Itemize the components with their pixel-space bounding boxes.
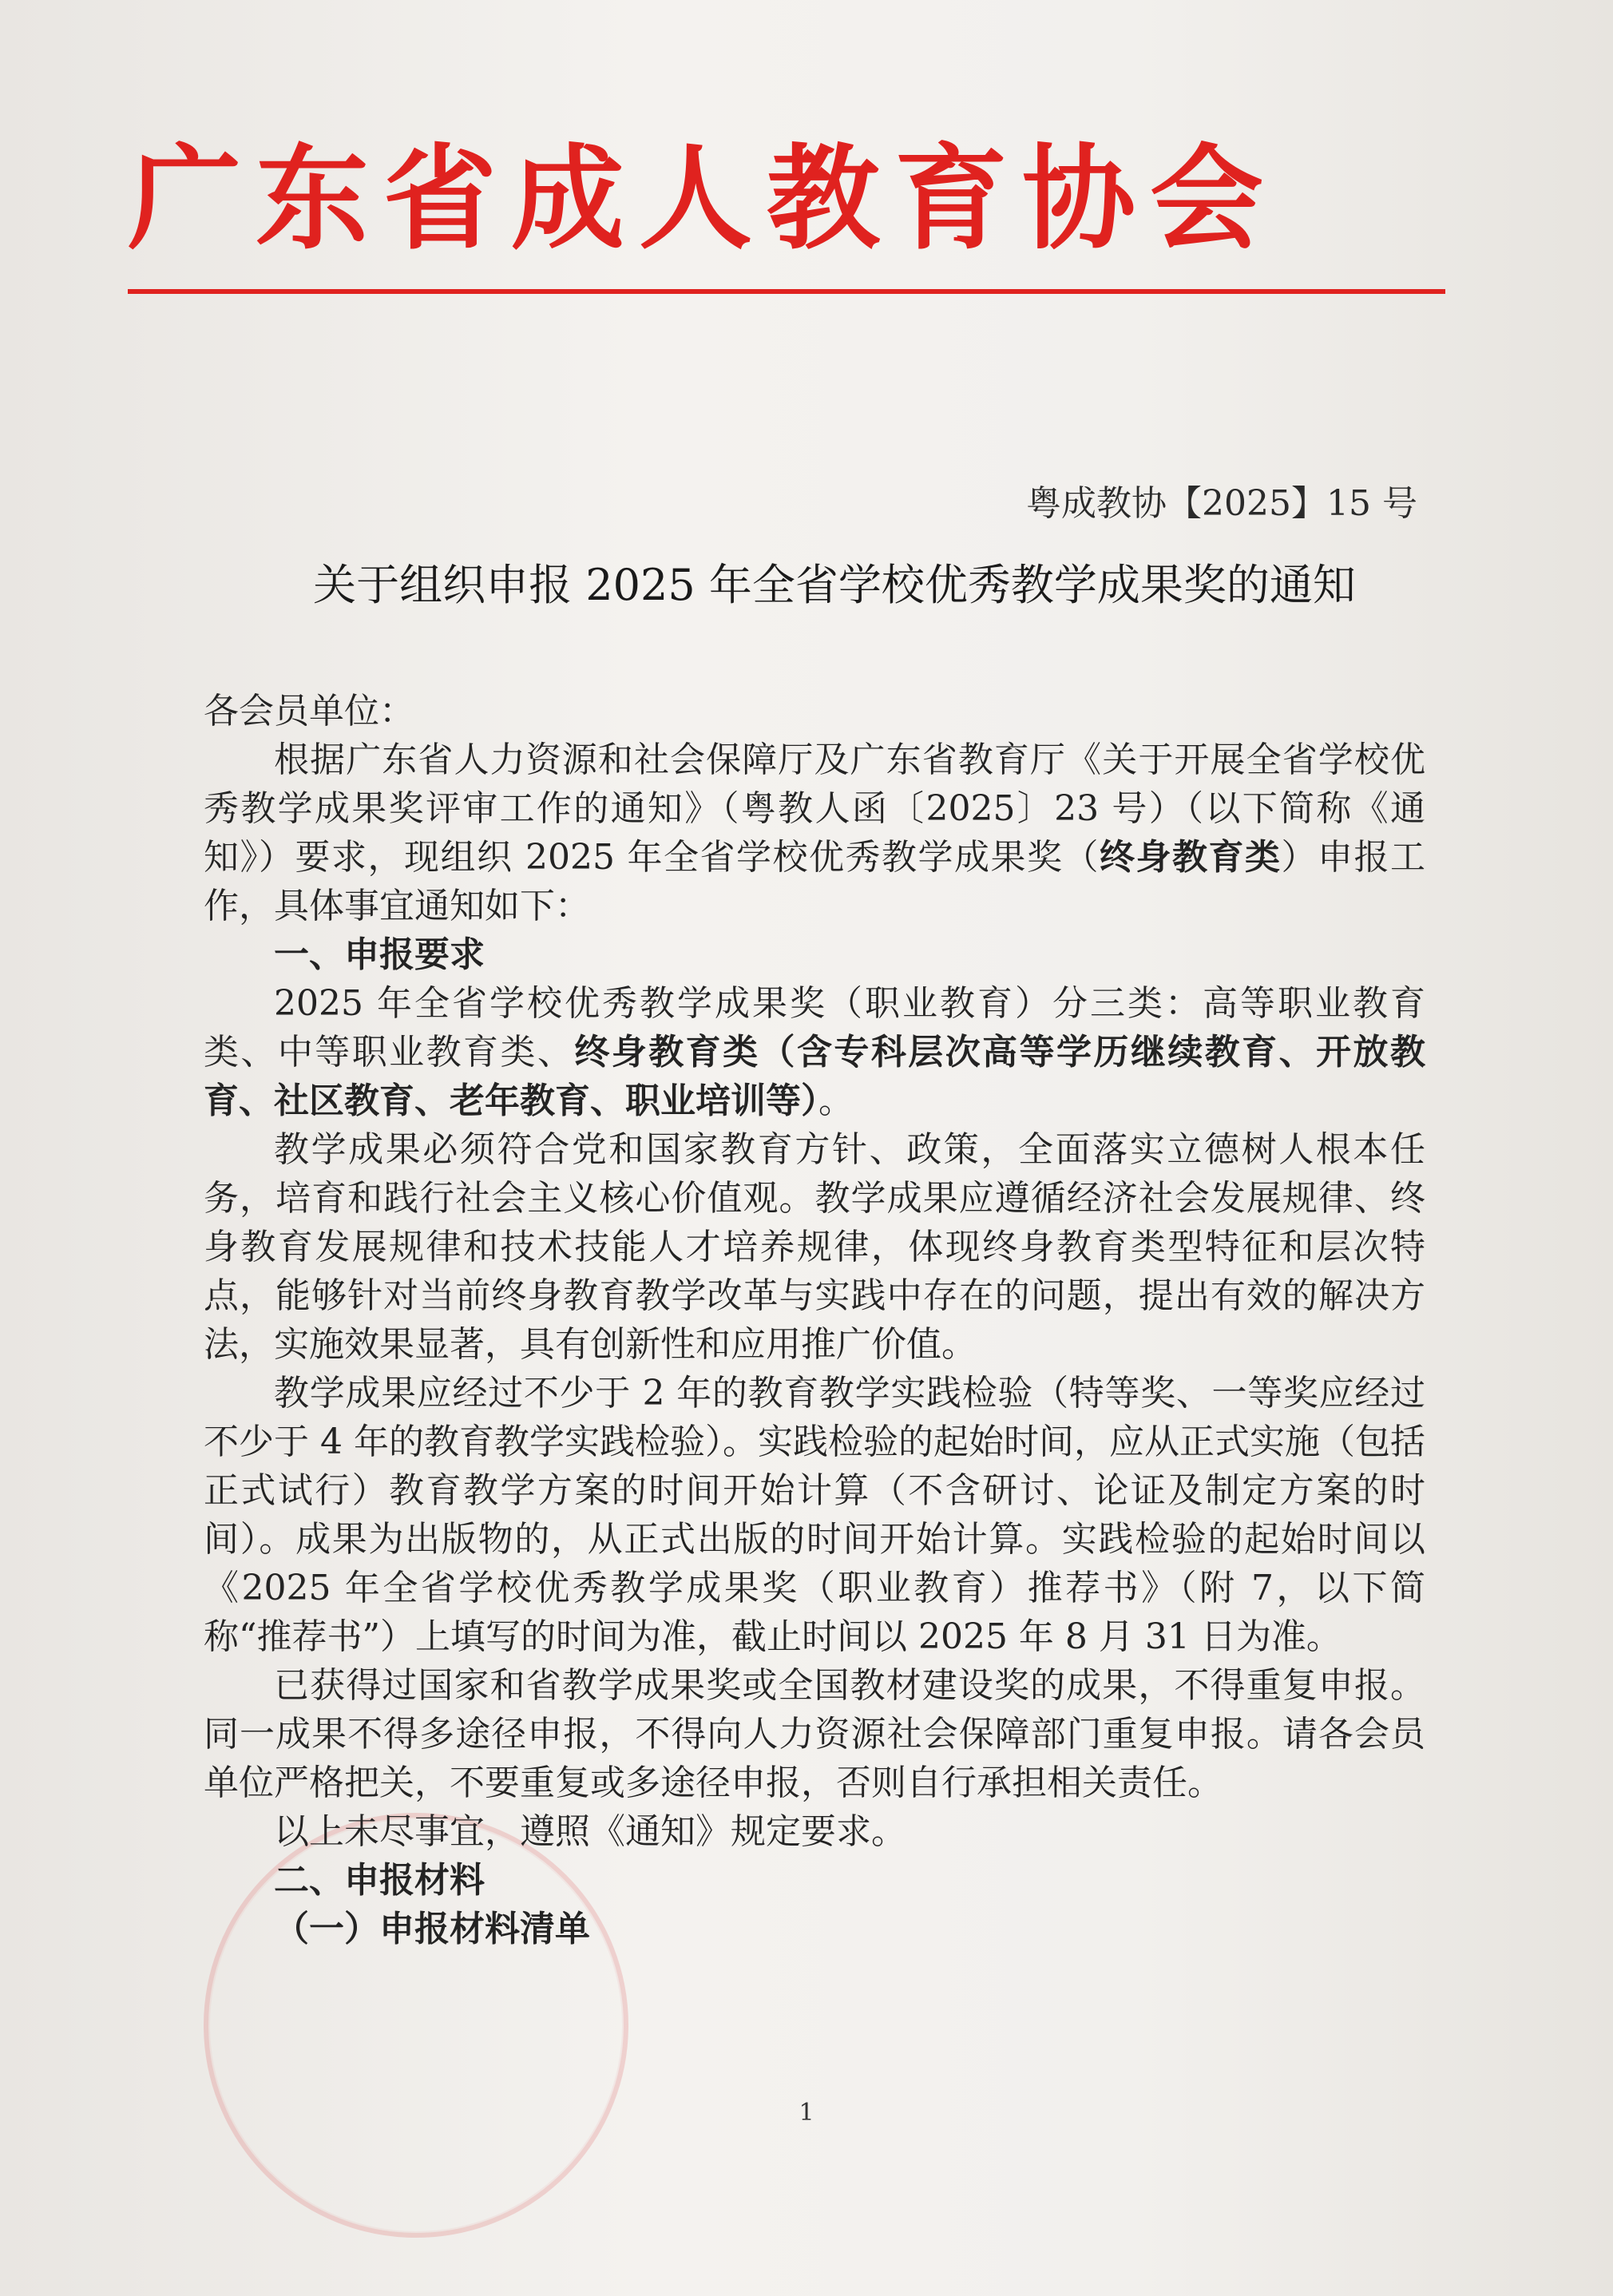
intro-emphasis: 终身教育类	[1099, 837, 1282, 878]
document-number: 粤成教协【2025】15 号	[1026, 483, 1417, 524]
section-2-heading: 二、申报材料	[274, 1860, 485, 1901]
paragraph-no-duplicates: 已获得过国家和省教学成果奖或全国教材建设奖的成果，不得重复申报。同一成果不得多途径申报，不得向人力资源社会保障部门重复申报。请各会员单位严格把关，不要重复或多途径申报，否则自行承担相关责任。	[204, 1665, 1425, 1803]
organization-letterhead: 广东省成人教育协会	[128, 133, 1278, 265]
categories-text-start: 2025 年全省学校优秀教学成果奖（职业教育）分三类：高等职业教育类、中等职业教育类、	[204, 983, 1425, 1073]
document-title: 关于组织申报 2025 年全省学校优秀教学成果奖的通知	[313, 560, 1356, 610]
intro-text-end: ）申报工作，具体事宜通知如下：	[204, 837, 1426, 926]
salutation: 各会员单位：	[204, 691, 414, 732]
letterhead-red-rule	[128, 289, 1445, 294]
categories-emphasis: 终身教育类（含专科层次高等学历继续教育、开放教育、社区教育、老年教育、职业培训等）	[204, 1032, 1425, 1121]
paragraph-award-categories	[204, 979, 1425, 1125]
document-body	[204, 687, 1425, 1953]
section-1-heading: 一、申报要求	[274, 934, 485, 975]
subsection-1-heading: （一）申报材料清单	[274, 1909, 590, 1949]
paragraph-requirements: 教学成果必须符合党和国家教育方针、政策，全面落实立德树人根本任务，培育和践行社会主义核心价值观。教学成果应遵循经济社会发展规律、终身教育发展规律和技术技能人才培养规律，体现终身教育类型特征和层次特点，能够针对当前终身教育教学改革与实践中存在的问题，提出有效的解决方法，实施效果显著，具有创新性和应用推广价值。	[204, 1129, 1425, 1365]
categories-text-end: 。	[818, 1081, 854, 1121]
paragraph-practice-period: 教学成果应经过不少于 2 年的教育教学实践检验（特等奖、一等奖应经过不少于 4 年的教育教学实践检验）。实践检验的起始时间，应从正式实施（包括正式试行）教育教学方案的时间开始计算（不含研讨、论证及制定方案的时间）。成果为出版物的，从正式出版的时间开始计算。实践检验的起始时间以《2025 年全省学校优秀教学成果奖（职业教育）推荐书》（附 7，以下简称“推荐书”）上填写的时间为准，截止时间以 2025 年 8 月 31 日为准。	[204, 1373, 1425, 1657]
intro-text-start: 根据广东省人力资源和社会保障厅及广东省教育厅《关于开展全省学校优秀教学成果奖评审工作的通知》（粤教人函〔2025〕23 号）（以下简称《通知》）要求，现组织 2025 年全省学校优秀教学成果奖（	[204, 740, 1425, 878]
paragraph-other-matters: 以上未尽事宜，遵照《通知》规定要求。	[274, 1811, 906, 1852]
intro-paragraph	[204, 736, 1425, 930]
page-number: 1	[799, 2099, 814, 2127]
